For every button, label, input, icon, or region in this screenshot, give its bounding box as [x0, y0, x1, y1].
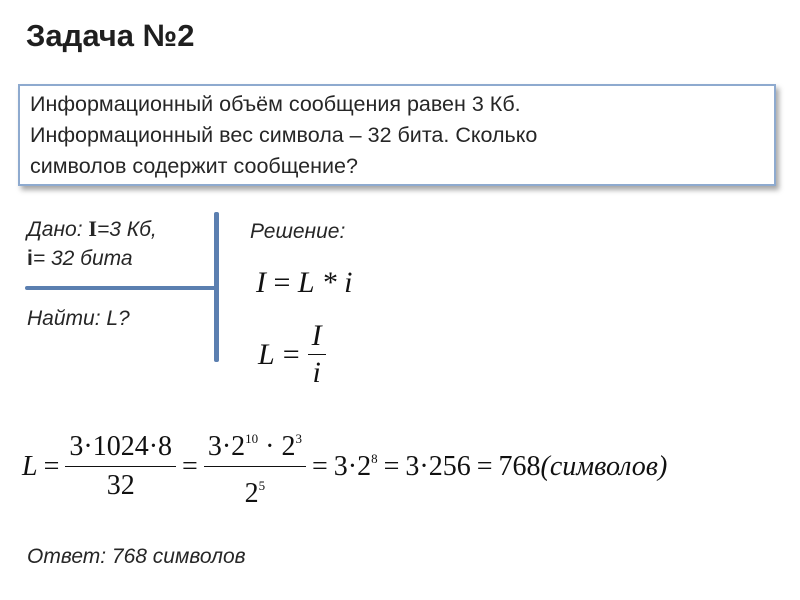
calc-fraction-1	[65, 428, 176, 505]
calc-step-4: 3·256	[405, 450, 471, 482]
given-i-value: = 32 бита	[32, 247, 133, 270]
formula2-eq: =	[282, 337, 300, 371]
problem-line-3: символов содержит сообщение?	[30, 154, 358, 178]
problem-line-2: Информационный вес символа – 32 бита. Сколько	[30, 123, 538, 147]
calc-f2-den-base: 2	[244, 478, 259, 509]
calc-eq-2: =	[182, 450, 198, 482]
calc-fraction-1-numerator: 3·1024·8	[65, 428, 176, 467]
horizontal-divider	[25, 286, 218, 290]
answer-text: Ответ: 768 символов	[27, 545, 246, 568]
formula2-fraction	[308, 318, 326, 391]
problem-statement-box	[18, 84, 776, 186]
vertical-divider	[214, 212, 219, 362]
given-section	[27, 214, 157, 273]
calc-step-3-base: 3·2	[333, 450, 372, 482]
solution-label: Решение:	[250, 220, 346, 243]
formula1-eq: =	[273, 266, 291, 299]
formula-count	[258, 318, 326, 391]
calc-eq-5: =	[476, 450, 493, 482]
formula1-rhs: L * i	[297, 266, 353, 299]
problem-line-1: Информационный объём сообщения равен 3 Кб.	[30, 92, 521, 116]
calc-step-3	[334, 451, 378, 483]
calc-f2-num-exp2: 3	[295, 431, 302, 446]
formula1-lhs: I	[256, 266, 266, 299]
calc-fraction-2	[204, 420, 306, 513]
formula2-lhs: L	[258, 337, 275, 371]
calc-f2-num-exp: 10	[245, 431, 259, 446]
calc-f2-num-base: 3·2	[207, 431, 246, 462]
calc-unit: (символов)	[540, 450, 668, 482]
calc-eq-4: =	[383, 450, 400, 482]
calculation-formula	[22, 420, 667, 513]
calc-eq-1: =	[43, 450, 60, 482]
calc-fraction-1-denominator: 32	[106, 470, 135, 501]
formula2-denominator: i	[312, 356, 321, 389]
given-i-symbol: i	[27, 247, 33, 270]
calc-result: 768	[498, 450, 541, 482]
given-line-1	[27, 214, 157, 244]
formula-information-volume	[256, 266, 352, 300]
calc-f2-den-exp: 5	[258, 478, 266, 493]
given-I-symbol: I	[88, 216, 97, 241]
given-label: Дано:	[27, 218, 83, 241]
calc-f2-num-base2: · 2	[258, 431, 296, 462]
given-line-2	[27, 244, 157, 273]
given-I-value: =3 Кб,	[96, 218, 157, 241]
calc-eq-3: =	[311, 450, 328, 482]
calc-fraction-2-denominator	[204, 467, 306, 513]
slide-title: Задача №2	[26, 18, 195, 53]
calc-fraction-2-numerator	[204, 420, 306, 467]
find-label: Найти: L?	[27, 307, 130, 330]
formula2-numerator: I	[308, 318, 326, 355]
calc-lhs: L	[22, 450, 38, 482]
calc-step-3-exp: 8	[371, 450, 378, 466]
